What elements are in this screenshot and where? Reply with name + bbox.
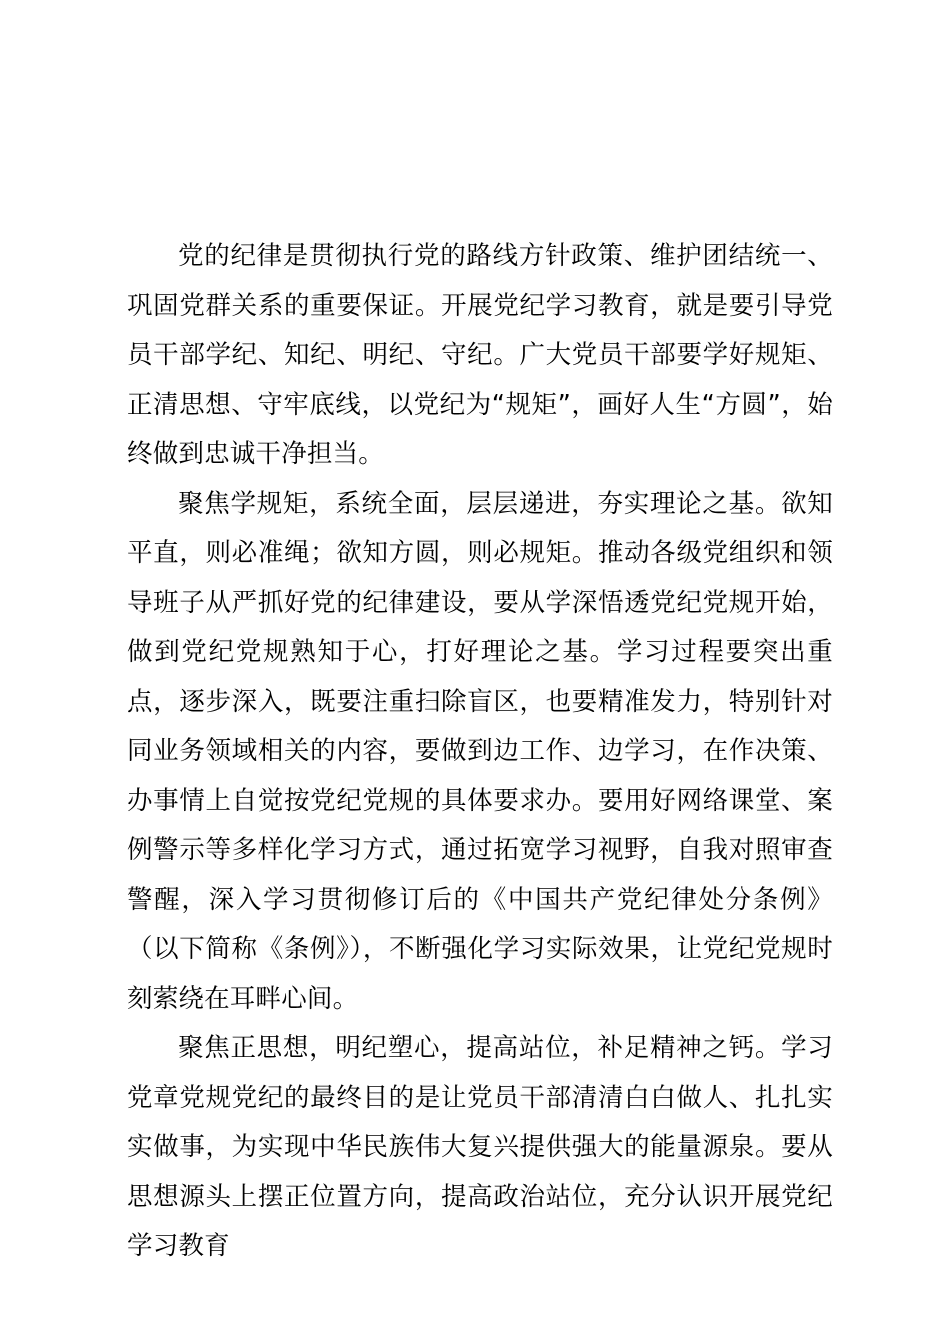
paragraph-intro: 党的纪律是贯彻执行党的路线方针政策、维护团结统一、巩固党群关系的重要保证。开展党纪学习教育，就是要引导党员干部学纪、知纪、明纪、守纪。广大党员干部要学好规矩、正清思想、守牢底线，以党纪为“规矩”，画好人生“方圆”，始终做到忠诚干净担当。 <box>127 241 833 469</box>
document-body <box>127 232 833 1272</box>
paragraph-learn-rules: 聚焦学规矩，系统全面，层层递进，夯实理论之基。欲知平直，则必准绳；欲知方圆，则必规矩。推动各级党组织和领导班子从严抓好党的纪律建设，要从学深悟透党纪党规开始，做到党纪党规熟知于心，打好理论之基。学习过程要突出重点，逐步深入，既要注重扫除盲区，也要精准发力，特别针对同业务领域相关的内容，要做到边工作、边学习，在作决策、办事情上自觉按党纪党规的具体要求办。要用好网络课堂、案例警示等多样化学习方式，通过拓宽学习视野，自我对照审查警醒，深入学习贯彻修订后的《中国共产党纪律处分条例》（以下简称《条例》），不断强化学习实际效果，让党纪党规时刻萦绕在耳畔心间。 <box>127 488 833 1014</box>
paragraph-correct-thinking: 聚焦正思想，明纪塑心，提高站位，补足精神之钙。学习党章党规党纪的最终目的是让党员干部清清白白做人、扎扎实实做事，为实现中华民族伟大复兴提供强大的能量源泉。要从思想源头上摆正位置方向，提高政治站位，充分认识开展党纪学习教育 <box>127 1033 833 1261</box>
